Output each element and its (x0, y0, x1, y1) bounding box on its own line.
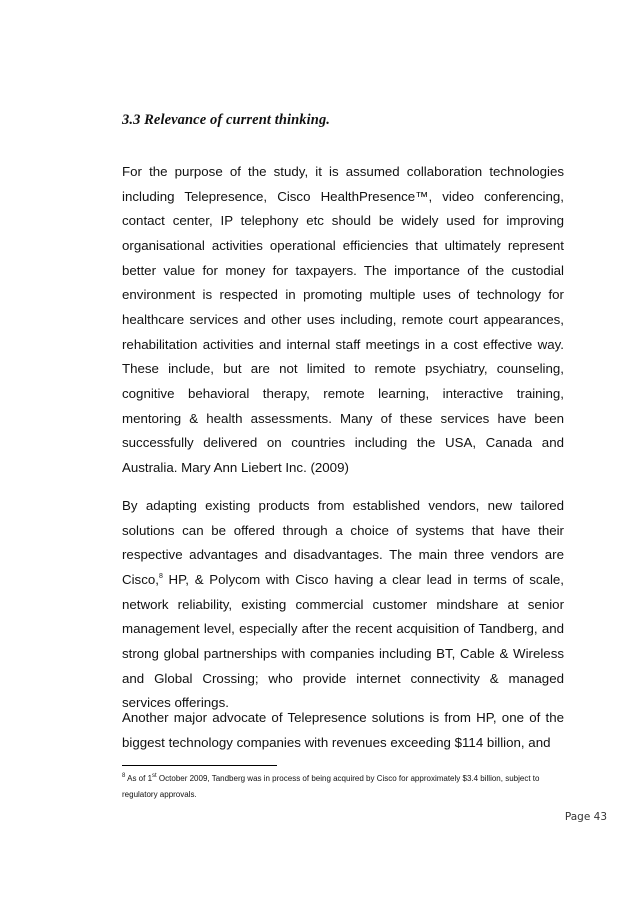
body-paragraph-3: Another major advocate of Telepresence solutions is from HP, one of the biggest technology companies with revenues exceeding $114 billion, and (122, 710, 564, 750)
paragraph-2-text-end: HP, & Polycom with Cisco having a clear lead in terms of scale, network reliability, existing commercial customer mindshare at senior management level, especially after the recent acquisition of Tandberg, and strong global partnerships with companies including BT, Cable & Wireless and Global Crossing; who provide internet connectivity & managed services offerings. (122, 571, 564, 711)
section-heading: 3.3 Relevance of current thinking. (122, 112, 331, 128)
footnote-reference: 8 (158, 572, 163, 580)
body-paragraph-2 (122, 494, 564, 716)
footnote-text-end: October 2009, Tandberg was in process of being acquired by Cisco for approximately $3.4 billion, subject to regulatory approvals. (122, 774, 540, 799)
footnote-ordinal: st (152, 773, 157, 779)
footnote-number: 8 (122, 773, 126, 779)
footnote-separator (122, 765, 277, 766)
footnote-text-start: As of 1 (125, 774, 153, 783)
paragraph-2-text-start: By adapting existing products from established vendors, new tailored solutions can be offered through a choice of systems that have their respective advantages and disadvantages. The main three vendors are Cisco, (122, 498, 564, 587)
page-number: Page 43 (564, 811, 607, 823)
body-paragraph-1: For the purpose of the study, it is assumed collaboration technologies including Telepresence, Cisco HealthPresence™, video conferencing, contact center, IP telephony etc should be widely used for improving organisational activities operational efficiencies that ultimately represent better value for money for taxpayers. The importance of the custodial environment is respected in promoting multiple uses of technology for healthcare services and other uses including, remote court appearances, rehabilitation activities and internal staff meetings in a cost effective way. These include, but are not limited to remote psychiatry, counseling, cognitive behavioral therapy, remote learning, interactive training, mentoring & health assessments. Many of these services have been successfully delivered on countries including the USA, Canada and Australia. Mary Ann Liebert Inc. (2009) (122, 164, 564, 475)
footnote (122, 771, 572, 803)
